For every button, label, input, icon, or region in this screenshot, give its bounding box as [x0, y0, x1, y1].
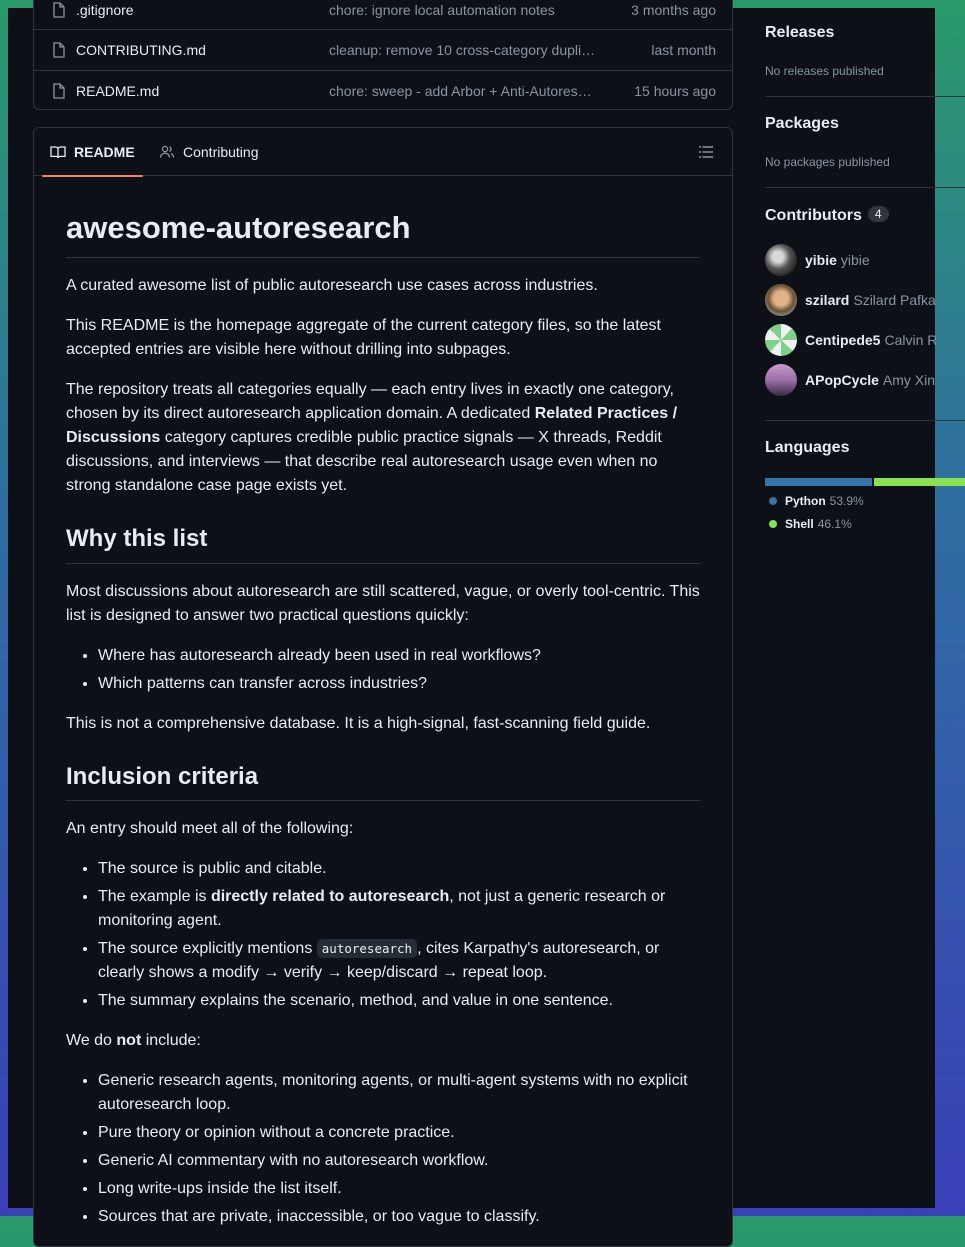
list-item: • Long write-ups inside the list itself.	[98, 1177, 700, 1201]
contributors-title: Contributors	[765, 207, 862, 224]
field-guide-paragraph: This is not a comprehensive database. It is a high-signal, fast-scanning field guide.	[66, 714, 651, 732]
contributor[interactable]	[765, 244, 870, 276]
language-dot	[769, 497, 777, 505]
commit-message[interactable]: cleanup: remove 10 cross-category dupli…	[329, 42, 596, 58]
contributor-login[interactable]: yibie	[805, 252, 837, 268]
tab-readme[interactable]	[50, 128, 135, 176]
contributors-heading[interactable]	[765, 206, 889, 225]
contributor-login[interactable]: szilard	[805, 292, 850, 308]
contributor[interactable]	[765, 364, 935, 396]
intro-paragraph: A curated awesome list of public autoresearch use cases across industries.	[66, 277, 598, 295]
avatar[interactable]	[765, 364, 797, 396]
why-list	[66, 644, 700, 696]
file-row[interactable]	[34, 70, 732, 111]
list-item: • Generic research agents, monitoring agents, or multi-agent systems with no explicit autoresearch loop.	[98, 1069, 700, 1117]
contributors-count: 4	[868, 206, 889, 222]
list-item: • Which patterns can transfer across industries?	[98, 672, 700, 696]
languages-heading: Languages	[765, 439, 850, 456]
releases-heading[interactable]: Releases	[765, 24, 835, 41]
avatar[interactable]	[765, 244, 797, 276]
readme-content	[66, 176, 700, 1229]
bold-text: not	[116, 1032, 142, 1050]
releases-empty: No releases published	[765, 64, 884, 78]
list-item	[98, 885, 700, 933]
aggregate-paragraph: This README is the homepage aggregate of the current category files, so the latest accepted entries are visible here without drilling into subpages.	[66, 317, 661, 359]
readme-panel	[33, 127, 733, 1247]
language-percent: 46.1%	[817, 517, 852, 531]
commit-time: last month	[651, 42, 716, 58]
language-bar	[765, 478, 965, 486]
file-row[interactable]	[34, 0, 732, 30]
list-item: • The summary explains the scenario, method, and value in one sentence.	[98, 989, 700, 1013]
list-item: • Sources that are private, inaccessible, or too vague to classify.	[98, 1205, 700, 1229]
exclusion-intro	[66, 1029, 700, 1053]
readme-title: awesome-autoresearch	[66, 211, 700, 258]
contributor-name: yibie	[840, 252, 870, 268]
file-list	[33, 0, 733, 110]
contributor-login[interactable]: APopCycle	[805, 372, 879, 388]
inclusion-paragraph: An entry should meet all of the following:	[66, 820, 354, 838]
avatar[interactable]	[765, 284, 797, 316]
file-icon	[52, 42, 66, 58]
heading-inclusion-criteria: Inclusion criteria	[66, 763, 700, 802]
inclusion-list	[66, 857, 700, 1013]
list-item	[98, 937, 700, 985]
text: , cites Karpathy's autoresearch, or clearly shows a modify → verify → keep/discard → repeat loop.	[98, 940, 660, 982]
list-item: • Pure theory or opinion without a concrete practice.	[98, 1121, 700, 1145]
commit-message[interactable]: chore: ignore local automation notes	[329, 1, 555, 18]
language-name: Python	[785, 494, 826, 508]
file-icon	[52, 2, 66, 18]
contributor-name: Calvin R	[884, 332, 938, 348]
text: , not just a generic research or monitoring agent.	[98, 888, 666, 930]
file-icon	[52, 83, 66, 99]
text: include:	[141, 1032, 201, 1050]
commit-time: 15 hours ago	[634, 83, 716, 99]
contributor-name: Szilard Pafka	[853, 292, 936, 308]
text: The repository treats all categories equally — each entry lives in exactly one category, chosen by its direct autoresearch application domain. A dedicated	[66, 381, 674, 423]
list-item: • Where has autoresearch already been used in real workflows?	[98, 644, 700, 668]
file-name[interactable]: CONTRIBUTING.md	[76, 42, 206, 58]
contributor[interactable]	[765, 324, 937, 356]
packages-heading[interactable]: Packages	[765, 115, 839, 132]
bold-text: Related Practices / Discussions	[66, 405, 678, 447]
tab-contributing-label: Contributing	[183, 144, 259, 160]
divider	[765, 420, 965, 421]
readme-tabs	[34, 128, 732, 176]
tab-contributing[interactable]	[159, 128, 259, 176]
file-name[interactable]: .gitignore	[76, 1, 134, 18]
language-percent: 53.9%	[829, 494, 864, 508]
contributor[interactable]	[765, 284, 936, 316]
github-repo-page	[8, 1, 938, 1226]
text: The example is	[98, 888, 211, 906]
language-item[interactable]	[769, 494, 864, 508]
language-bar-segment-python	[765, 478, 872, 486]
inline-code: autoresearch	[317, 939, 417, 958]
people-icon	[159, 144, 175, 160]
commit-time: 3 months ago	[631, 1, 716, 18]
commit-message[interactable]: chore: sweep - add Arbor + Anti-Autores…	[329, 83, 592, 99]
text: We do	[66, 1032, 117, 1050]
contributor-name: Amy Xin	[882, 372, 936, 388]
file-name[interactable]: README.md	[76, 83, 160, 99]
text: category captures credible public practice signals — X threads, Reddit discussions, and interviews — that describe real autoresearch usage even when no strong standalone case page exists yet.	[66, 429, 662, 495]
language-item[interactable]	[769, 517, 852, 531]
divider	[765, 187, 965, 188]
language-name: Shell	[785, 517, 814, 531]
outline-list-icon[interactable]	[698, 144, 714, 160]
list-item: • The source is public and citable.	[98, 857, 700, 881]
exclusion-list	[66, 1069, 700, 1229]
packages-empty: No packages published	[765, 155, 890, 169]
tab-readme-label: README	[74, 144, 135, 160]
list-item: • Generic AI commentary with no autoresearch workflow.	[98, 1149, 700, 1173]
file-row[interactable]	[34, 29, 732, 70]
language-dot	[769, 520, 777, 528]
divider	[765, 96, 965, 97]
bold-text: directly related to autoresearch	[210, 888, 450, 906]
book-icon	[50, 144, 66, 160]
language-bar-segment-shell	[874, 478, 965, 486]
contributor-login[interactable]: Centipede5	[805, 332, 881, 348]
avatar[interactable]	[765, 324, 797, 356]
heading-why-this-list: Why this list	[66, 525, 700, 564]
why-paragraph: Most discussions about autoresearch are still scattered, vague, or overly tool-centric. This list is designed to answer two practical questions quickly:	[66, 582, 700, 624]
categories-paragraph	[66, 378, 700, 498]
text: The source explicitly mentions	[98, 940, 317, 958]
